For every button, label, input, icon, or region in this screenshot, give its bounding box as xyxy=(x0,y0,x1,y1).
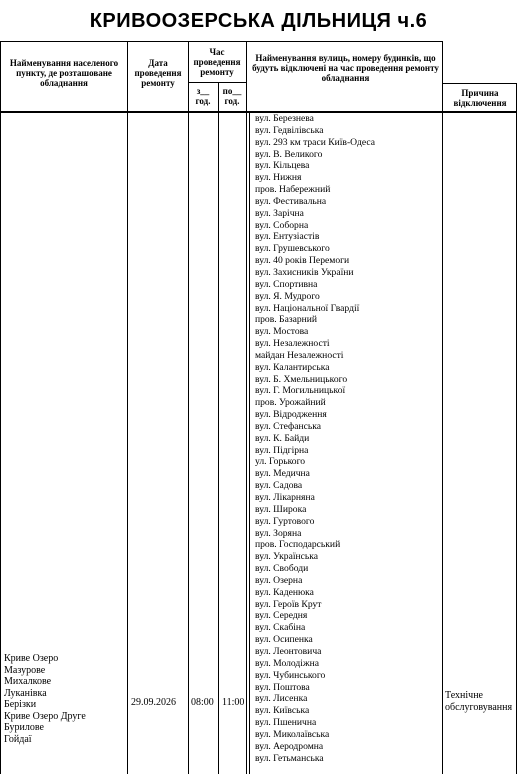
street-item: вул. Середня xyxy=(255,610,308,622)
street-item: вул. Українська xyxy=(255,551,319,563)
street-item: вул. Мостова xyxy=(255,326,309,338)
header-time-to: по__ год. xyxy=(222,86,242,106)
street-item: ул. Горького xyxy=(255,456,306,468)
time-subheader-divider xyxy=(188,82,246,83)
settlement-item: Гойдаї xyxy=(4,733,32,745)
street-item: вул. Зарічна xyxy=(255,207,304,219)
header-date: Дата проведення ремонту xyxy=(134,58,182,88)
street-item: вул. Осипенка xyxy=(255,634,313,646)
street-item: вул. Соборна xyxy=(255,219,309,231)
street-item: вул. Нижня xyxy=(255,172,302,184)
street-item: вул. Скабіна xyxy=(255,622,306,634)
settlement-item: Криве Озеро Друге xyxy=(4,710,86,722)
header-settlement: Найменування населеного пункту, де розташоване обладнання xyxy=(9,58,119,88)
repair-date: 29.09.2026 xyxy=(131,697,176,708)
street-item: вул. Поштова xyxy=(255,681,310,693)
settlement-item: Бурилове xyxy=(4,722,44,733)
street-item: вул. Відродження xyxy=(255,409,327,421)
street-item: вул. Свободи xyxy=(255,563,309,575)
street-item: вул. Київська xyxy=(255,705,310,717)
column-divider-date xyxy=(188,41,189,774)
street-item: вул. Незалежності xyxy=(255,338,330,350)
street-item: вул. Я. Мудрого xyxy=(255,290,320,302)
street-item: вул. Лікарняна xyxy=(255,492,315,503)
column-divider-settlement xyxy=(127,41,128,774)
column-divider-streets xyxy=(442,41,443,774)
street-list xyxy=(255,113,440,774)
street-item: вул. Пшенична xyxy=(255,717,317,729)
column-divider-streets-left xyxy=(249,112,250,774)
settlement-list xyxy=(4,653,126,745)
street-item: вул. Б. Хмельницького xyxy=(255,373,348,385)
settlement-item: Криве Озеро xyxy=(4,653,59,664)
street-item: вул. Березнева xyxy=(255,113,314,124)
street-item: вул. Калантирська xyxy=(255,361,330,373)
street-item: вул. Спортивна xyxy=(255,278,318,290)
reason-header-top-border xyxy=(443,83,517,84)
street-item: вул. Миколаївська xyxy=(255,728,330,740)
street-item: вул. Гетьманська xyxy=(255,752,324,764)
street-item: вул. Каденюка xyxy=(255,586,314,598)
street-item: вул. Стефанська xyxy=(255,420,322,432)
street-item: пров. Набережний xyxy=(255,184,331,196)
time-from: 08:00 xyxy=(191,697,214,708)
street-item: вул. Аеродромна xyxy=(255,740,324,752)
column-divider-time xyxy=(218,82,219,774)
street-item: вул. Чубинського xyxy=(255,669,326,681)
street-item: вул. Озерна xyxy=(255,574,303,586)
street-item: вул. Кільцева xyxy=(255,160,310,172)
header-time-group: Час проведення ремонту xyxy=(193,47,241,77)
street-item: вул. В. Великого xyxy=(255,148,323,160)
street-item: пров. Урожайний xyxy=(255,397,326,409)
street-item: вул. Фестивальна xyxy=(255,195,327,207)
street-item: пров. Господарський xyxy=(255,539,341,551)
street-item: вул. 40 років Перемоги xyxy=(255,255,350,267)
column-divider-time-end xyxy=(246,41,247,774)
street-item: вул. Лисенка xyxy=(255,693,308,705)
street-item: вул. 293 км траси Київ-Одеса xyxy=(255,136,375,148)
street-item: вул. Леонтовича xyxy=(255,645,322,657)
street-item: вул. Захисників України xyxy=(255,266,354,278)
street-item: пров. Базарний xyxy=(255,314,318,326)
street-item: вул. Г. Могильницької xyxy=(255,385,346,397)
street-item: вул. Медична xyxy=(255,468,310,480)
settlement-item: Мазурове xyxy=(4,664,46,676)
header-time-from: з__ год. xyxy=(195,86,211,106)
settlement-item: Луканівка xyxy=(4,687,47,699)
street-item: вул. Національної Гвардії xyxy=(255,302,360,314)
street-item: вул. Підгірна xyxy=(255,444,309,456)
street-item: вул. Грушевського xyxy=(255,243,330,255)
table-top-border xyxy=(0,41,443,42)
street-item: вул. Широка xyxy=(255,503,307,515)
header-streets: Найменування вулиць, номеру будинків, що будуть відключені на час проведення ремонту обладнання xyxy=(252,53,439,83)
header-reason: Причина відключення xyxy=(453,88,507,108)
street-item: вул. Гедвілівська xyxy=(255,124,324,136)
settlement-item: Михалкове xyxy=(4,676,52,687)
outage-reason: Технічне обслуговування xyxy=(445,690,513,713)
street-item: майдан Незалежності xyxy=(255,349,344,361)
time-to: 11:00 xyxy=(222,697,245,708)
document-title: КРИВООЗЕРСЬКА ДІЛЬНИЦЯ ч.6 xyxy=(89,10,428,32)
street-item: вул. Ентузіастів xyxy=(255,231,320,243)
street-item: вул. Героїв Крут xyxy=(255,598,322,610)
street-item: вул. Гуртового xyxy=(255,515,315,527)
settlement-item: Берізки xyxy=(4,699,37,710)
street-item: вул. Зоряна xyxy=(255,527,302,539)
left-border xyxy=(0,41,1,774)
street-item: вул. Садова xyxy=(255,480,303,492)
street-item: вул. Молодіжна xyxy=(255,657,319,669)
street-item: вул. К. Байди xyxy=(255,432,310,444)
